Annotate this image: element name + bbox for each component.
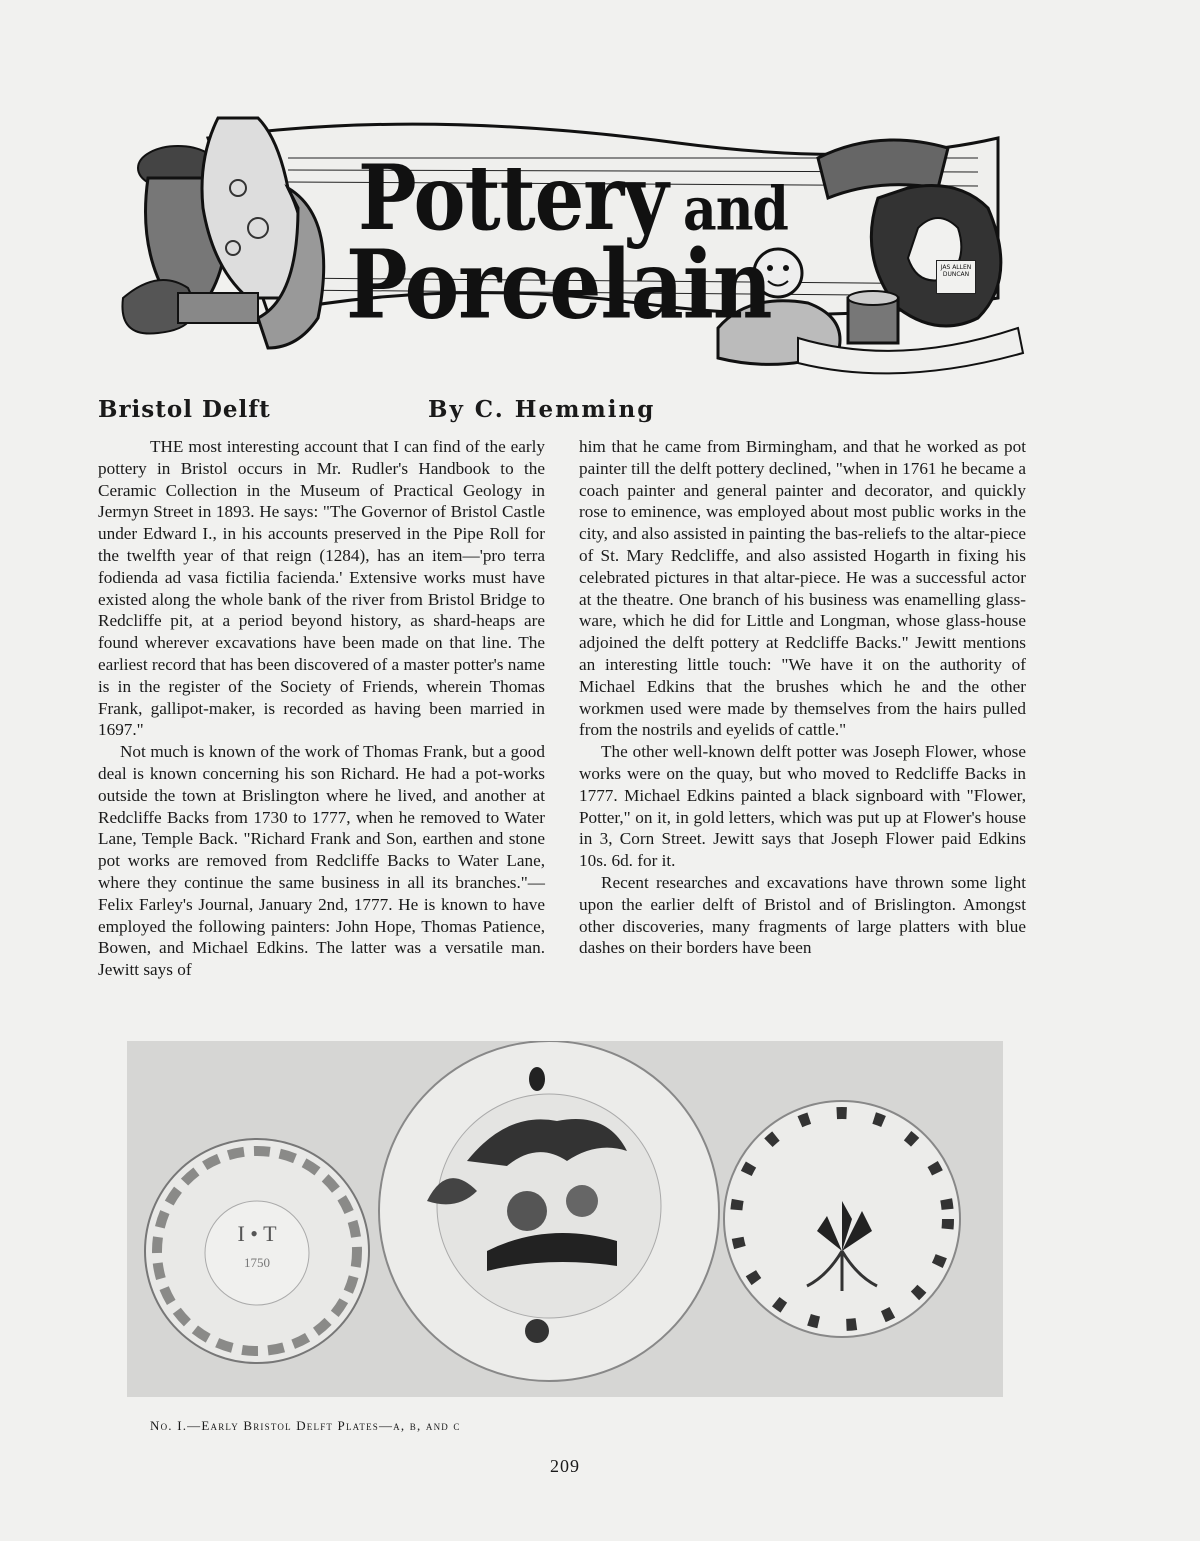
banner-title-and: and: [683, 174, 788, 245]
paragraph: Recent researches and excavations have thrown some light upon the earlier delft of Bristol and of Brislington. Amongst other discoveries, many fragments of large platters with blue dashes on their borders have been: [579, 872, 1026, 958]
plates-photograph: [127, 1041, 1003, 1397]
page-number: 209: [550, 1456, 580, 1476]
article-title: Bristol Delft: [98, 396, 271, 423]
figure-caption: No. I.—Early Bristol Delft Plates—a, b, and c: [150, 1418, 461, 1433]
paragraph: The other well-known delft potter was Joseph Flower, whose works were on the quay, but who moved to Redcliffe Backs in 1777. Michael Edkins painted a black signboard with "Flower, Potter," on it, in gold letters, which was put up at Flower's house in 3, Corn Street. Jewitt says that Joseph Flower paid Edkins 10s. 6d. for it.: [579, 742, 1026, 871]
plate-a-inscription: I • T: [237, 1221, 277, 1246]
plate-c: [724, 1101, 960, 1337]
plate-a-year: 1750: [244, 1255, 270, 1270]
article-author: By C. Hemming: [428, 396, 656, 423]
paragraph: him that he came from Birmingham, and that he worked as pot painter till the delft pottery declined, "when in 1761 he became a coach painter and general painter and decorator, and quickly rose to eminence, was employed about most public works in the city, and also assisted in painting the bas-reliefs to the altar-piece of St. Mary Redcliffe, and also assisted Hogarth in fixing his celebrated pictures in that altar-piece. He was a successful actor at the theatre. One branch of his business was enamelling glass-ware, which he did for Little and Longman, whose glass-house adjoined the delft pottery at Redcliffe Backs." Jewitt mentions an interesting little touch: "We have it on the authority of Michael Edkins that the brushes which he and the other workmen used were made by themselves from the hairs pulled from the nostrils and eyelids of cattle.": [579, 437, 1026, 740]
plates-illustration: [127, 1041, 1003, 1397]
banner-title-pottery: Pottery: [358, 145, 668, 251]
right-column: [579, 436, 1026, 959]
left-column: [98, 436, 545, 981]
artist-signature: JAS ALLEN DUNCAN: [936, 260, 976, 294]
title-banner: [118, 98, 1040, 380]
paragraph: THE most interesting account that I can find of the early pottery in Bristol occurs in Mr. Rudler's Handbook to the Ceramic Collection in the Museum of Practical Geology in Jermyn Street in 1893. He says: "The Governor of Bristol Castle under Edward I., in his accounts preserved in the Pipe Roll for the twelfth year of that reign (1284), has an item—'pro terra fodienda ad vasa fictilia facienda.' Extensive works must have existed along the whole bank of the river from Bristol Bridge to Redcliffe pit, at a period beyond history, as shard-heaps are found wherever excavations have been made on that line. The earliest record that has been discovered of a master potter's name is in the register of the Society of Friends, wherein Thomas Frank, gallipot-maker, is recorded as having been married in 1697.": [98, 437, 545, 740]
plate-a: [145, 1139, 369, 1363]
paragraph: Not much is known of the work of Thomas Frank, but a good deal is known concerning his son Richard. He had a pot-works outside the town at Brislington where he lived, and another at Redcliffe Backs from 1730 to 1777, when he removed to Water Lane, Temple Back. "Richard Frank and Son, earthen and stone pot works are removed from Redcliffe Backs to Water Lane, where they continue the same business in all its branches."—Felix Farley's Journal, January 2nd, 1777. He is known to have employed the following painters: John Hope, Thomas Patience, Bowen, and Michael Edkins. The latter was a versatile man. Jewitt says of: [98, 742, 545, 980]
plate-b: [379, 1041, 719, 1381]
banner-title-porcelain: Porcelain: [346, 229, 772, 341]
